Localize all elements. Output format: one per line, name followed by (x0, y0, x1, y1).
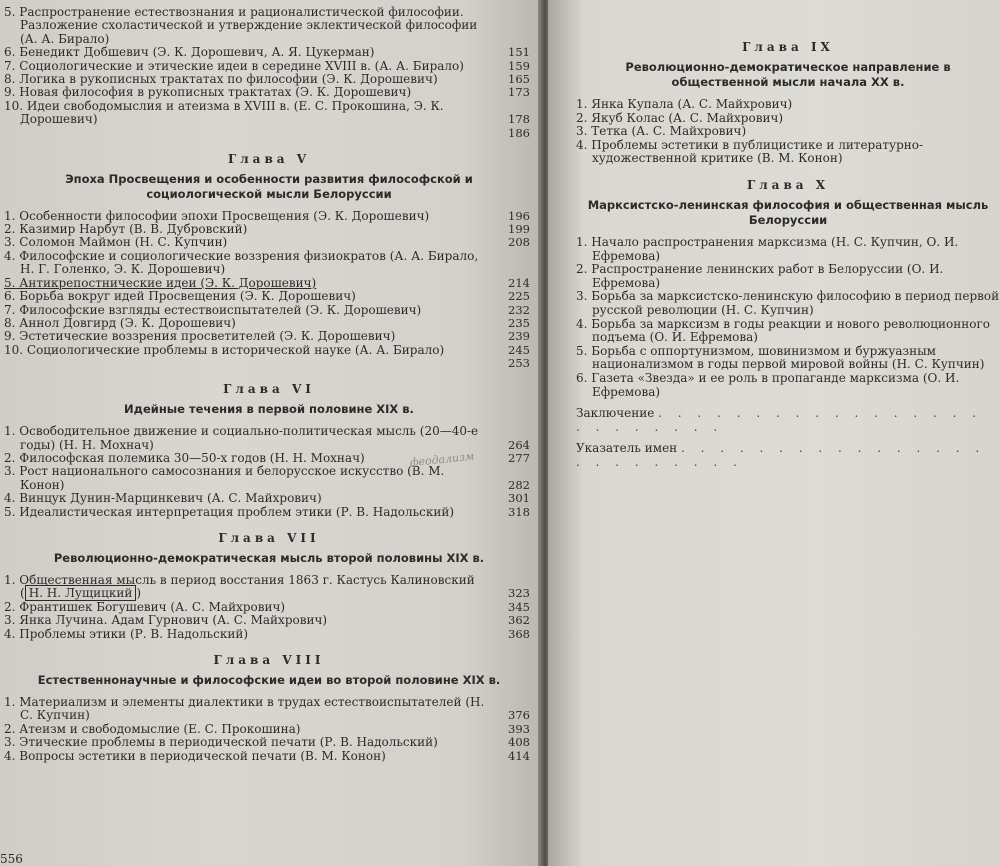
entry-text (4, 574, 488, 601)
entry-text: 4. Философские и социологические воззрения физиократов (А. А. Бирало, Н. Г. Голенко, Э. К. Дорошевич) (4, 248, 479, 277)
entry-page: 414 (508, 748, 530, 763)
entry-page: 196 (508, 208, 530, 223)
toc-entry (4, 223, 534, 236)
entry-text: 7. Социологические и этические идеи в середине XVIII в. (А. А. Бирало) (4, 58, 464, 73)
entry-page: 345 (508, 599, 530, 614)
entry-page: 245 (508, 342, 530, 357)
entry-text: 3. Этические проблемы в периодической печати (Р. В. Надольский) (4, 735, 438, 750)
entry-text: 5. Идеалистическая интерпретация проблем этики (Р. В. Надольский) (4, 504, 455, 519)
chapter-title: Идейные течения в первой половине XIX в. (124, 402, 414, 417)
pencil-annotation: феодализм (409, 449, 475, 470)
chapter-v (4, 152, 534, 370)
section-end-page: 186 (508, 125, 530, 140)
chapter-ix (576, 40, 1000, 166)
conclusion-entry (576, 407, 1000, 434)
entry-page: 393 (508, 721, 530, 736)
right-page (548, 0, 1000, 866)
entry-page: 173 (508, 85, 530, 100)
chapter-entries (4, 425, 534, 519)
section-end-page: 253 (508, 356, 530, 371)
toc-entry (4, 492, 534, 505)
toc-entry: 4. Проблемы эстетики в публицистике и литературно-художественной критике (В. М. Конон) (576, 137, 924, 166)
chapter-title: Марксистско-ленинская философия и общественная мысль Белоруссии (587, 197, 989, 227)
entry-text: 3. Рост национального самосознания и белорусское искусство (В. М. Конон) (4, 464, 445, 492)
entry-text: 2. Атеизм и свободомыслие (Е. С. Прокошина) (4, 721, 301, 736)
entry-text: 1. Освободительное движение и социально-политическая мысль (20—40-е годы) (Н. Н. Мохнач) (4, 424, 479, 452)
left-toc (0, 0, 542, 763)
chapter-entries (576, 236, 1000, 399)
entry-text: 8. Аннол Довгирд (Э. К. Дорошевич) (4, 315, 236, 330)
entry-text: 5. Распространение естествознания и рационалистической философии. Разложение схоластической и утверждение эклектической философии (А. А. Бирало) (4, 5, 478, 46)
chapter-vii (4, 531, 534, 641)
chapter-number: Глава IX (742, 40, 834, 54)
toc-entry (4, 210, 534, 223)
chapter-viii (4, 653, 534, 763)
toc-entry (4, 574, 534, 601)
right-toc (548, 0, 1000, 469)
toc-entry (4, 425, 534, 452)
toc-entry: 2. Распространение ленинских работ в Белоруссии (О. И. Ефремова) (576, 262, 944, 290)
toc-entry (4, 236, 534, 249)
toc-entry: 1. Начало распространения марксизма (Н. С. Купчин, О. И. Ефремова) (576, 234, 959, 263)
entry-text: 2. Франтишек Богушевич (А. С. Майхрович) (4, 599, 286, 614)
chapter-x (576, 178, 1000, 399)
leader-dots: . . . . . . . . . . . . . . . . . . . . . . . . . (576, 406, 983, 434)
toc-entry: 6. Газета «Звезда» и ее роль в пропаганде марксизма (О. И. Ефремова) (576, 370, 960, 399)
toc-entry (4, 723, 534, 736)
chapter-title: Эпоха Просвещения и особенности развития философской и социологической мысли Белоруссии (65, 171, 473, 201)
page-number: 556 (0, 852, 23, 866)
entry-page: 159 (508, 58, 530, 73)
entry-page: 199 (508, 222, 530, 237)
entry-text: 4. Проблемы этики (Р. В. Надольский) (4, 626, 249, 641)
entry-text-underlined: 5. Антикрепостнические идеи (Э. К. Дорошевич) (4, 275, 317, 290)
toc-entry (4, 250, 534, 277)
entry-page: 214 (508, 275, 530, 290)
boxed-author: Н. Н. Лущицкий (25, 585, 137, 601)
chapter-number: Глава V (227, 151, 311, 166)
entry-text: 1. Материализм и элементы диалектики в трудах естествоиспытателей (Н. С. Купчин) (4, 695, 485, 723)
entry-page: 282 (508, 477, 530, 492)
entry-page: 165 (508, 72, 530, 87)
entry-text: 3. Янка Лучина. Адам Гурнович (А. С. Майхрович) (4, 613, 328, 628)
toc-entry (4, 73, 534, 86)
toc-entry (4, 6, 534, 46)
entry-text: 10. Идеи свободомыслия и атеизма в XVIII в. (Е. С. Прокошина, Э. К. Дорошевич) (4, 98, 444, 127)
toc-entry (4, 506, 534, 519)
toc-entry (4, 277, 534, 290)
chapter-entries (576, 98, 1000, 166)
toc-entry (4, 317, 534, 330)
entry-text: 7. Философские взгляды естествоиспытателей (Э. К. Дорошевич) (4, 302, 422, 317)
entry-text: 8. Логика в рукописных трактатах по философии (Э. К. Дорошевич) (4, 72, 438, 87)
chapter-number: Глава VII (218, 530, 320, 545)
pre-entries (4, 6, 534, 127)
entry-page: 362 (508, 613, 530, 628)
toc-entry (4, 290, 534, 303)
toc-entry: 2. Якуб Колас (А. С. Майхрович) (576, 110, 784, 125)
entry-page: 264 (508, 437, 530, 452)
toc-entry (4, 330, 534, 343)
entry-page: 368 (508, 626, 530, 641)
entry-page: 376 (508, 708, 530, 723)
entry-page: 239 (508, 329, 530, 344)
entry-text: 10. Социологические проблемы в исторической науке (А. А. Бирало) (4, 342, 445, 357)
entry-page: 408 (508, 735, 530, 750)
entry-page: 232 (508, 302, 530, 317)
chapter-number: Глава VIII (213, 653, 325, 667)
chapter-title: Естественнонаучные и философские идеи во второй половине XIX в. (37, 673, 501, 687)
index-entry (576, 442, 1000, 469)
entry-text: 4. Винцук Дунин-Марцинкевич (А. С. Майхрович) (4, 491, 322, 506)
toc-entry (4, 614, 534, 627)
chapter-entries (4, 210, 534, 357)
entry-text: 1. Особенности философии эпохи Просвещения (Э. К. Дорошевич) (4, 208, 430, 223)
toc-entry (4, 696, 534, 723)
entry-text: 6. Бенедикт Добшевич (Э. К. Дорошевич, А. Я. Цукерман) (4, 45, 375, 60)
toc-entry (4, 60, 534, 73)
toc-entry (4, 736, 534, 749)
entry-page: 208 (508, 235, 530, 250)
chapter-entries (4, 574, 534, 641)
toc-entry (4, 750, 534, 763)
entry-page: 301 (508, 491, 530, 506)
toc-entry: 3. Борьба за марксистско-ленинскую философию в период первой русской революции (Н. С. Купчин) (576, 289, 1000, 317)
leader-dots: . . . . . . . . . . . . . . . . . . . . . . . . . (576, 441, 986, 469)
entry-text: 6. Борьба вокруг идей Просвещения (Э. К. Дорошевич) (4, 289, 356, 304)
toc-entry (4, 628, 534, 641)
toc-entry: 5. Борьба с оппортунизмом, шовинизмом и буржуазным национализмом в годы первой мировой войны (Н. С. Купчин) (576, 343, 985, 372)
entry-text: 2. Философская полемика 30—50-х годов (Н. Н. Мохнач) (4, 450, 365, 465)
entry-text-main: 1. Общественная мысль в период восстания 1863 г. Кастусь Калиновский ( (4, 572, 475, 601)
entry-page: 225 (508, 289, 530, 304)
entry-text: 3. Соломон Маймон (Н. С. Купчин) (4, 235, 228, 250)
toc-entry (4, 304, 534, 317)
entry-text: 4. Вопросы эстетики в периодической печати (В. М. Конон) (4, 748, 386, 763)
entry-page: 277 (508, 450, 530, 465)
entry-text: 9. Новая философия в рукописных трактатах (Э. К. Дорошевич) (4, 85, 412, 100)
entry-text: 9. Эстетические воззрения просветителей (Э. К. Дорошевич) (4, 329, 396, 344)
chapter-title: Революционно-демократическая мысль второй половины XIX в. (53, 550, 485, 565)
toc-entry (4, 46, 534, 59)
toc-entry: 1. Янка Купала (А. С. Майхрович) (576, 97, 793, 111)
chapter-number: Глава VI (223, 382, 315, 397)
toc-entry (4, 86, 534, 99)
toc-entry (4, 601, 534, 614)
chapter-entries (4, 696, 534, 763)
entry-page: 235 (508, 315, 530, 330)
chapter-number: Глава X (746, 177, 830, 192)
conclusion-label: Заключение (576, 406, 655, 421)
entry-text-after: ) (136, 586, 142, 601)
chapter-title: Революционно-демократическое направление в общественной мысли начала XX в. (625, 60, 951, 89)
entry-page: 323 (508, 586, 530, 601)
entry-page: 151 (508, 45, 530, 60)
index-label: Указатель имен (576, 441, 678, 456)
entry-text: 2. Казимир Нарбут (В. В. Дубровский) (4, 222, 248, 237)
entry-page: 178 (508, 112, 530, 127)
toc-entry: 4. Борьба за марксизм в годы реакции и нового революционного подъема (О. И. Ефремова) (576, 316, 990, 345)
toc-entry (4, 100, 534, 127)
toc-entry: 3. Тетка (А. С. Майхрович) (576, 124, 747, 139)
toc-entry (4, 344, 534, 357)
entry-page: 318 (508, 504, 530, 519)
